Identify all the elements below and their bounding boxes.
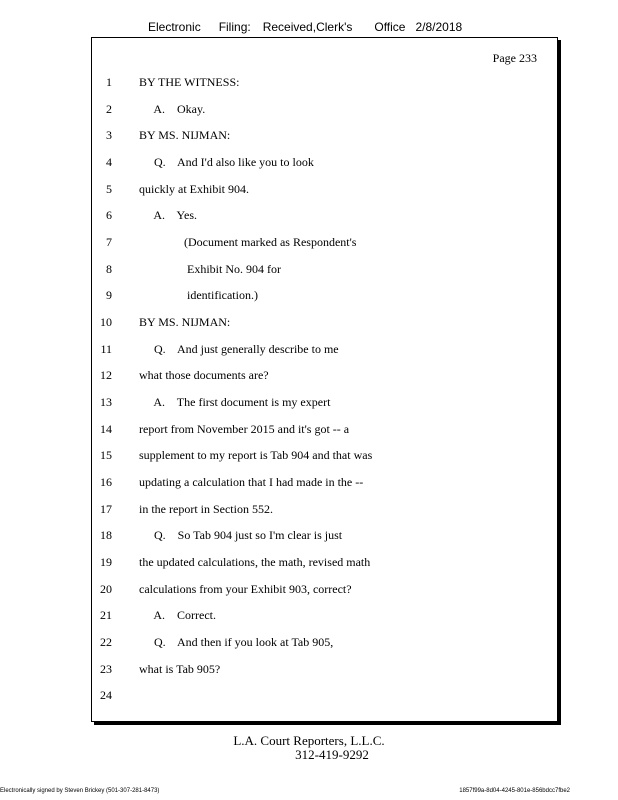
line-number: 15 xyxy=(100,448,112,462)
line-number: 6 xyxy=(106,208,112,222)
line-text: (Document marked as Respondent's xyxy=(139,235,357,249)
transcript-line xyxy=(92,315,557,333)
line-text: the updated calculations, the math, revised math xyxy=(139,555,371,569)
stamp-office: Office xyxy=(374,20,406,34)
transcript-line xyxy=(92,368,557,386)
document-hash: 1857f99a-8d04-4245-801e-856bdcc7fbe2 xyxy=(459,788,570,794)
transcript-line xyxy=(92,342,557,360)
electronic-signature-note: Electronically signed by Steven Brickey (501-307-281-8473) xyxy=(0,788,160,794)
line-number: 13 xyxy=(100,395,112,409)
transcript-page xyxy=(91,37,558,722)
line-number: 2 xyxy=(106,102,112,116)
line-number: 23 xyxy=(100,662,112,676)
transcript-line xyxy=(92,475,557,493)
stamp-filing: Filing: xyxy=(218,20,251,34)
electronic-filing-stamp xyxy=(148,20,462,34)
transcript-line xyxy=(92,582,557,600)
transcript-line xyxy=(92,102,557,120)
transcript-line xyxy=(92,128,557,146)
line-text: BY MS. NIJMAN: xyxy=(139,315,231,329)
court-reporter-phone xyxy=(0,747,618,763)
line-number: 22 xyxy=(100,635,112,649)
transcript-line xyxy=(92,182,557,200)
transcript-line xyxy=(92,395,557,413)
line-number: 24 xyxy=(100,688,112,702)
line-number: 19 xyxy=(100,555,112,569)
transcript-line xyxy=(92,688,557,706)
line-number: 12 xyxy=(100,368,112,382)
line-text: Q. And then if you look at Tab 905, xyxy=(139,635,334,649)
line-text: calculations from your Exhibit 903, correct? xyxy=(139,582,352,596)
line-text: Exhibit No. 904 for xyxy=(139,262,281,276)
line-number: 10 xyxy=(100,315,112,329)
phone-number: 312-419-9292 xyxy=(295,747,369,762)
line-text: report from November 2015 and it's got -- a xyxy=(139,422,350,436)
transcript-line xyxy=(92,422,557,440)
transcript-line xyxy=(92,635,557,653)
line-text: Q. So Tab 904 just so I'm clear is just xyxy=(139,528,343,542)
stamp-date: 2/8/2018 xyxy=(415,20,463,34)
line-text: BY MS. NIJMAN: xyxy=(139,128,231,142)
stamp-received: Received,Clerk's xyxy=(262,20,353,34)
line-text: A. Okay. xyxy=(139,102,206,116)
line-number: 5 xyxy=(106,182,112,196)
line-number: 7 xyxy=(106,235,112,249)
line-number: 9 xyxy=(106,288,112,302)
line-number: 21 xyxy=(100,608,112,622)
transcript-line xyxy=(92,75,557,93)
transcript-line xyxy=(92,208,557,226)
line-number: 16 xyxy=(100,475,112,489)
line-text: A. Correct. xyxy=(139,608,216,622)
line-number: 17 xyxy=(100,502,112,516)
line-text: identification.) xyxy=(139,288,258,302)
line-text: supplement to my report is Tab 904 and that was xyxy=(139,448,373,462)
line-number: 1 xyxy=(106,75,112,89)
line-number: 18 xyxy=(100,528,112,542)
line-text: Q. And I'd also like you to look xyxy=(139,155,314,169)
line-number: 8 xyxy=(106,262,112,276)
line-number: 14 xyxy=(100,422,112,436)
transcript-line xyxy=(92,662,557,680)
transcript-line xyxy=(92,555,557,573)
line-number: 4 xyxy=(106,155,112,169)
transcript-line xyxy=(92,155,557,173)
line-text: what those documents are? xyxy=(139,368,269,382)
stamp-electronic: Electronic xyxy=(148,20,201,34)
transcript-line xyxy=(92,608,557,626)
transcript-line xyxy=(92,502,557,520)
line-text: quickly at Exhibit 904. xyxy=(139,182,249,196)
line-text: in the report in Section 552. xyxy=(139,502,273,516)
line-text: updating a calculation that I had made in the -- xyxy=(139,475,364,489)
line-text: what is Tab 905? xyxy=(139,662,221,676)
line-text: BY THE WITNESS: xyxy=(139,75,240,89)
line-number: 3 xyxy=(106,128,112,142)
line-number: 11 xyxy=(100,342,112,356)
transcript-line xyxy=(92,288,557,306)
line-text: Q. And just generally describe to me xyxy=(139,342,339,356)
transcript-line xyxy=(92,448,557,466)
transcript-line xyxy=(92,262,557,280)
transcript-line xyxy=(92,528,557,546)
line-text: A. The first document is my expert xyxy=(139,395,331,409)
transcript-line xyxy=(92,235,557,253)
court-reporter-name: L.A. Court Reporters, L.L.C. xyxy=(233,733,385,748)
line-text: A. Yes. xyxy=(139,208,198,222)
line-number: 20 xyxy=(100,582,112,596)
page-number: Page 233 xyxy=(492,51,537,65)
